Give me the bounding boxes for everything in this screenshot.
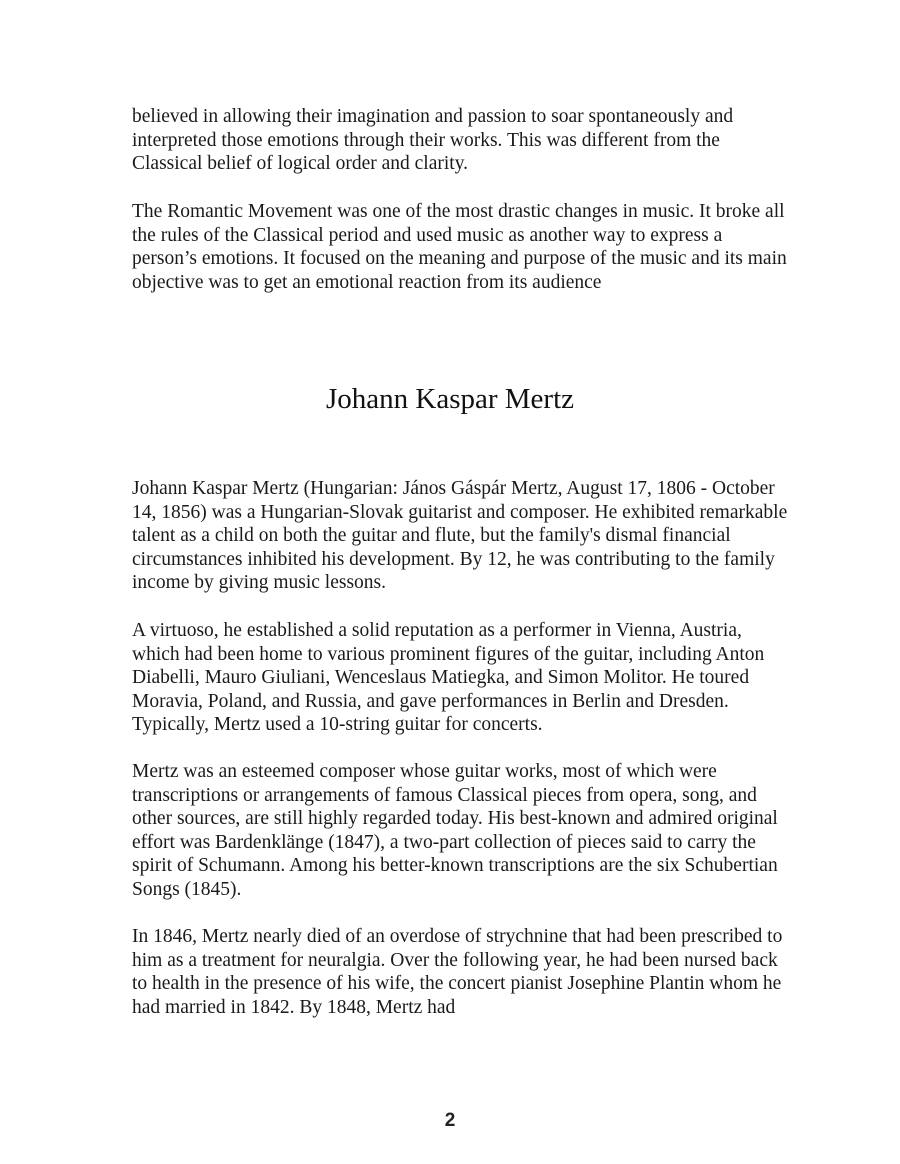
intro-paragraph-1 xyxy=(132,105,792,176)
paragraph-text: In 1846, Mertz nearly died of an overdose of strychnine that had been prescribed to him as a treatment for neuralgia. Over the following year, he had been nursed back to health in the presence of his wife, the concert pianist Josephine Plantin whom he had married in 1842. By 1848, Mertz had xyxy=(132,926,783,1018)
body-paragraph-4 xyxy=(132,925,792,1019)
paragraph-text: A virtuoso, he established a solid reputation as a performer in Vienna, Austria, which had been home to various prominent figures of the guitar, including Anton Diabelli, Mauro Giuliani, Wenceslaus Matiegka, and Simon Molitor. He toured Moravia, Poland, and Russia, and gave performances in Berlin and Dresden. Typically, Mertz used a 10-string guitar for concerts. xyxy=(132,620,765,736)
intro-paragraph-2 xyxy=(132,200,792,294)
section-heading: Johann Kaspar Mertz xyxy=(325,383,575,415)
body-paragraph-1 xyxy=(132,477,792,595)
body-paragraph-2 xyxy=(132,619,792,737)
paragraph-text: Johann Kaspar Mertz (Hungarian: János Gáspár Mertz, August 17, 1806 - October 14, 1856) was a Hungarian-Slovak guitarist and composer. He exhibited remarkable talent as a child on both the guitar and flute, but the family's dismal financial circumstances inhibited his development. By 12, he was contributing to the family income by giving music lessons. xyxy=(132,478,788,594)
paragraph-text: Mertz was an esteemed composer whose guitar works, most of which were transcriptions or arrangements of famous Classical pieces from opera, song, and other sources, are still highly regarded today. His best-known and admired original effort was Bardenklänge (1847), a two-part collection of pieces said to carry the spirit of Schumann. Among his better-known transcriptions are the six Schubertian Songs (1845). xyxy=(132,761,778,900)
page-number: 2 xyxy=(444,1110,456,1131)
paragraph-text: The Romantic Movement was one of the most drastic changes in music. It broke all the rules of the Classical period and used music as another way to express a person’s emotions. It focused on the meaning and purpose of the music and its main objective was to get an emotional reaction from its audience xyxy=(132,201,787,293)
body-paragraph-3 xyxy=(132,760,792,902)
paragraph-text: believed in allowing their imagination and passion to soar spontaneously and interpreted those emotions through their works. This was different from the Classical belief of logical order and clarity. xyxy=(132,106,734,175)
